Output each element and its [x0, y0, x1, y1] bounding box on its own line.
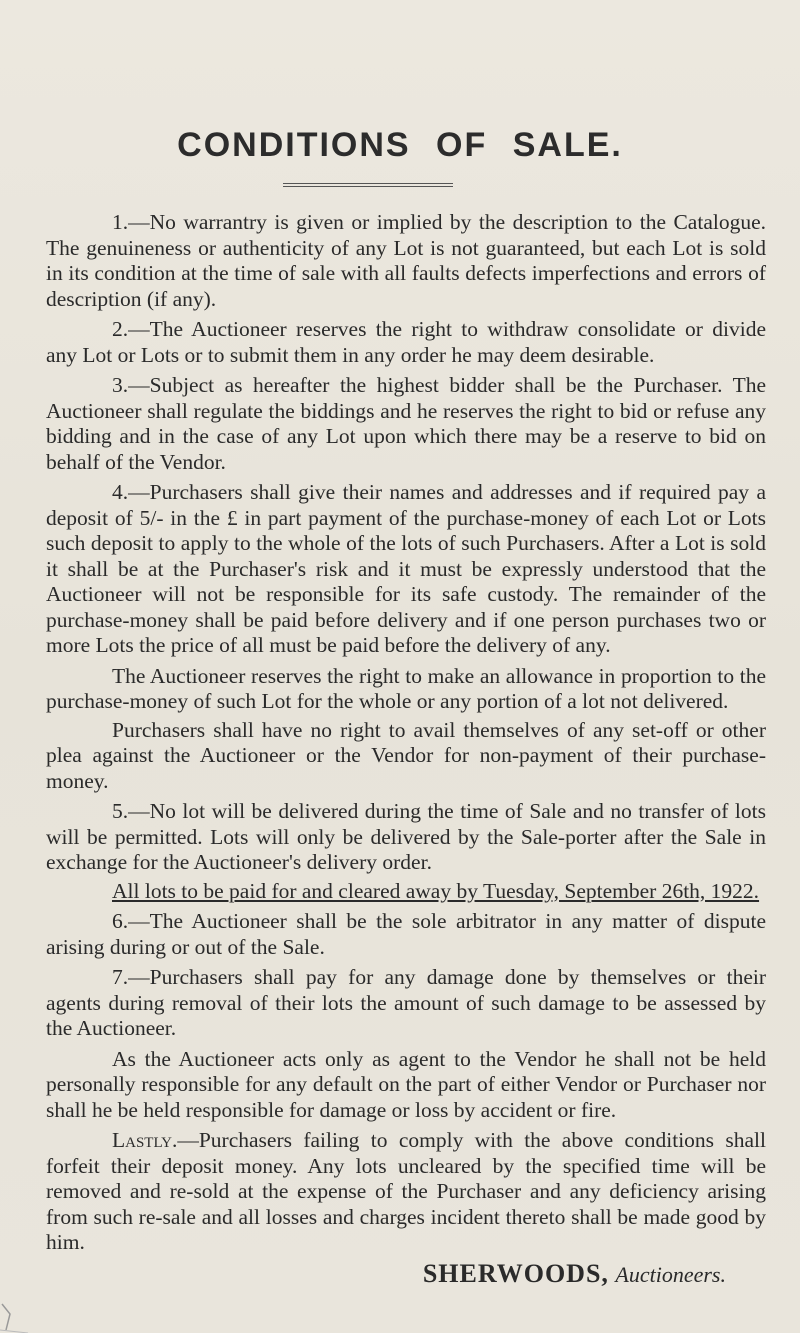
condition-4: 4.—Purchasers shall give their names and addresses and if required pay a deposit of 5/- in the £ in part payment of the purchase-money of each Lot or Lots such deposit to apply to the whole of the lots of such Purchasers. After a Lot is sold it shall be at the Purchaser's risk and it must be expressly understood that the Auctioneer will not be responsible for its safe custody. The remainder of the purchase-money shall be paid before delivery and if one person purchases two or more Lots the price of all must be paid before the delivery of any.: [46, 480, 766, 657]
condition-7: 7.—Purchasers shall pay for any damage done by themselves or their agents during removal of their lots the amount of such damage to be assessed by the Auctioneer.: [46, 965, 766, 1040]
title-underline-rule: [283, 183, 453, 187]
clearance-notice-text: All lots to be paid for and cleared away by Tuesday, September 26th, 1922.: [112, 878, 760, 903]
condition-1: 1.—No warrantry is given or implied by the description to the Catalogue. The genuineness or authenticity of any Lot is not guaranteed, but each Lot is sold in its condition at the time of sale with all faults defects imperfections and errors of description (if any).: [46, 210, 766, 311]
condition-6: 6.—The Auctioneer shall be the sole arbitrator in any matter of dispute arising during or out of the Sale.: [46, 909, 766, 959]
signature-name: SHERWOODS,: [422, 1258, 609, 1288]
lastly-condition: [46, 1128, 766, 1256]
condition-3: 3.—Subject as hereafter the highest bidder shall be the Purchaser. The Auctioneer shall regulate the biddings and he reserves the right to bid or refuse any bidding and in the case of any Lot upon which there may be a reserve to bid on behalf of the Vendor.: [46, 373, 766, 474]
lastly-text: —Purchasers failing to comply with the above conditions shall forfeit their deposit money. Any lots uncleared by the specified time will be removed and re-sold at the expense of the Purchaser and any deficiency arising from such re-sale and all losses and charges incident thereto shall be made good by him.: [46, 1128, 766, 1254]
page-corner-mark: [0, 1300, 30, 1333]
condition-5: 5.—No lot will be delivered during the time of Sale and no transfer of lots will be permitted. Lots will only be delivered by the Sale-porter after the Sale in exchange for the Auctioneer's delivery order.: [46, 799, 766, 874]
page-title: CONDITIONS OF SALE.: [177, 126, 623, 164]
lastly-label: Lastly.: [112, 1128, 178, 1152]
condition-4-set-off: Purchasers shall have no right to avail themselves of any set-off or other plea against the Auctioneer or the Vendor for non-payment of their purchase-money.: [46, 717, 766, 793]
agent-responsibility: As the Auctioneer acts only as agent to the Vendor he shall not be held personally responsible for any default on the part of either Vendor or Purchaser nor shall he be held responsible for damage or loss by accident or fire.: [46, 1046, 766, 1122]
condition-4-allowance: The Auctioneer reserves the right to make an allowance in proportion to the purchase-money of such Lot for the whole or any portion of a lot not delivered.: [46, 663, 766, 713]
signature-role: Auctioneers.: [615, 1261, 726, 1287]
signature: [46, 1258, 766, 1288]
clearance-notice: [46, 879, 766, 905]
condition-2: 2.—The Auctioneer reserves the right to withdraw consolidate or divide any Lot or Lots or to submit them in any order he may deem desirable.: [46, 317, 766, 367]
conditions-body: [46, 210, 766, 1287]
